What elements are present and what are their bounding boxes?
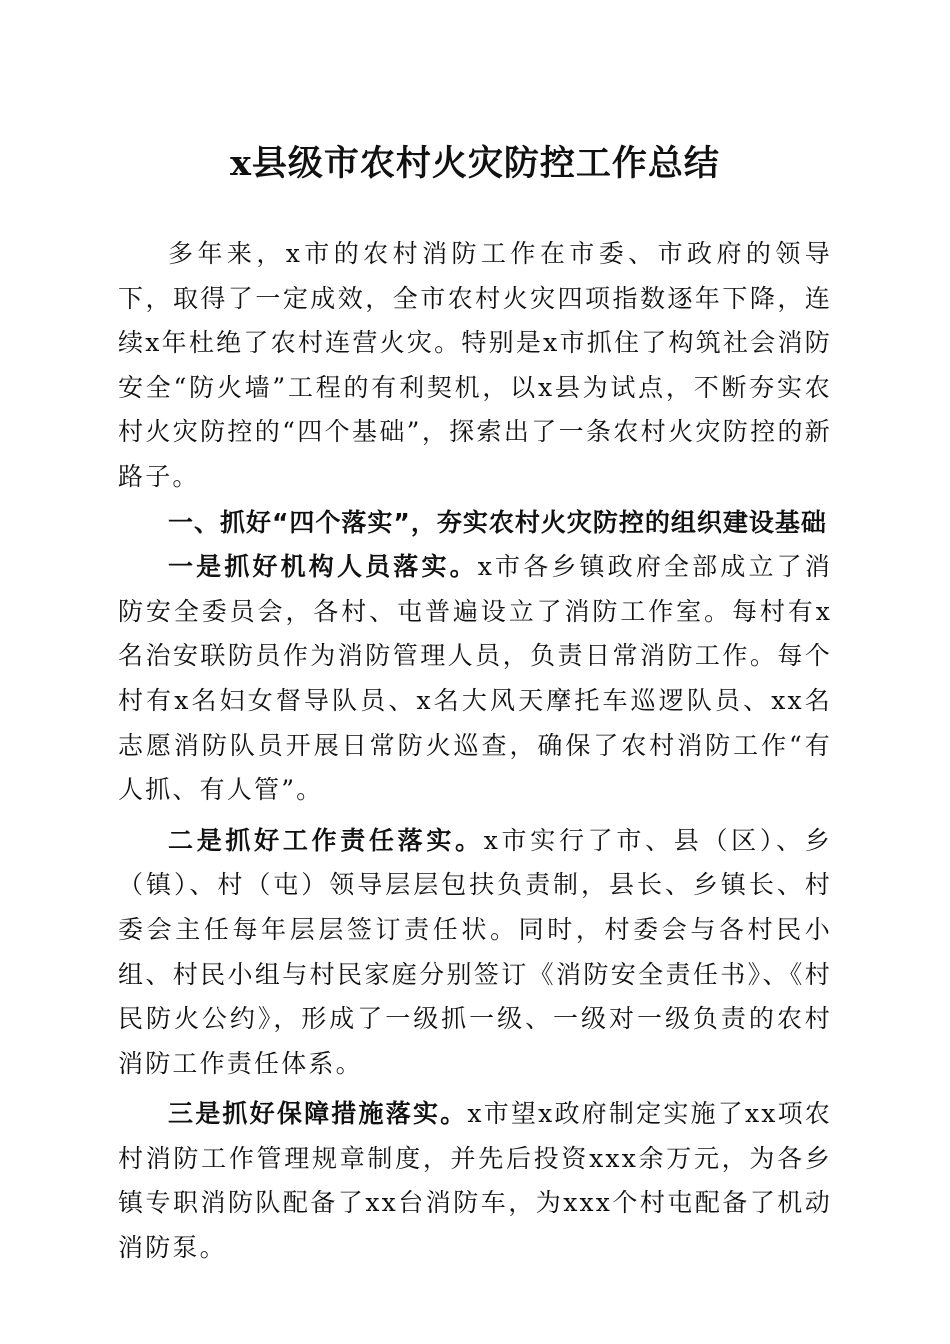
document-body xyxy=(118,232,832,1271)
paragraph-1-body: x市各乡镇政府全部成立了消防安全委员会，各村、屯普遍设立了消防工作室。每村有x名治安联防员作为消防管理人员，负责日常消防工作。每个村有x名妇女督导队员、x名大风天摩托车巡逻队员、xx名志愿消防队员开展日常防火巡查，确保了农村消防工作“有人抓、有人管”。 xyxy=(118,552,833,805)
paragraph-3-body: x市望x政府制定实施了xx项农村消防工作管理规章制度，并先后投资xxx余万元，为各乡镇专职消防队配备了xx台消防车，为xxx个村屯配备了机动消防泵。 xyxy=(118,1099,832,1263)
paragraph-1-lead: 一是抓好机构人员落实。 xyxy=(168,552,478,582)
document-title: x县级市农村火灾防控工作总结 xyxy=(230,143,720,184)
paragraph-3 xyxy=(118,1092,832,1270)
intro-paragraph: 多年来，x市的农村消防工作在市委、市政府的领导下，取得了一定成效，全市农村火灾四项指数逐年下降，连续x年杜绝了农村连营火灾。特别是x市抓住了构筑社会消防安全“防火墙”工程的有利契机，以x县为试点，不断夯实农村火灾防控的“四个基础”，探索出了一条农村火灾防控的新路子。 xyxy=(118,239,832,491)
paragraph-2-body: x市实行了市、县（区）、乡（镇）、村（屯）领导层层包扶负责制，县长、乡镇长、村委会主任每年层层签订责任状。同时，村委会与各村民小组、村民小组与村民家庭分别签订《消防安全责任书》、《村民防火公约》，形成了一级抓一级、一级对一级负责的农村消防工作责任体系。 xyxy=(118,825,832,1078)
paragraph-2-lead: 二是抓好工作责任落实。 xyxy=(168,825,484,855)
paragraph-1 xyxy=(118,545,832,813)
paragraph-3-lead: 三是抓好保障措施落实。 xyxy=(168,1099,468,1129)
paragraph-2 xyxy=(118,819,832,1087)
section-heading: 一、抓好“四个落实”，夯实农村火灾防控的组织建设基础 xyxy=(168,507,827,537)
